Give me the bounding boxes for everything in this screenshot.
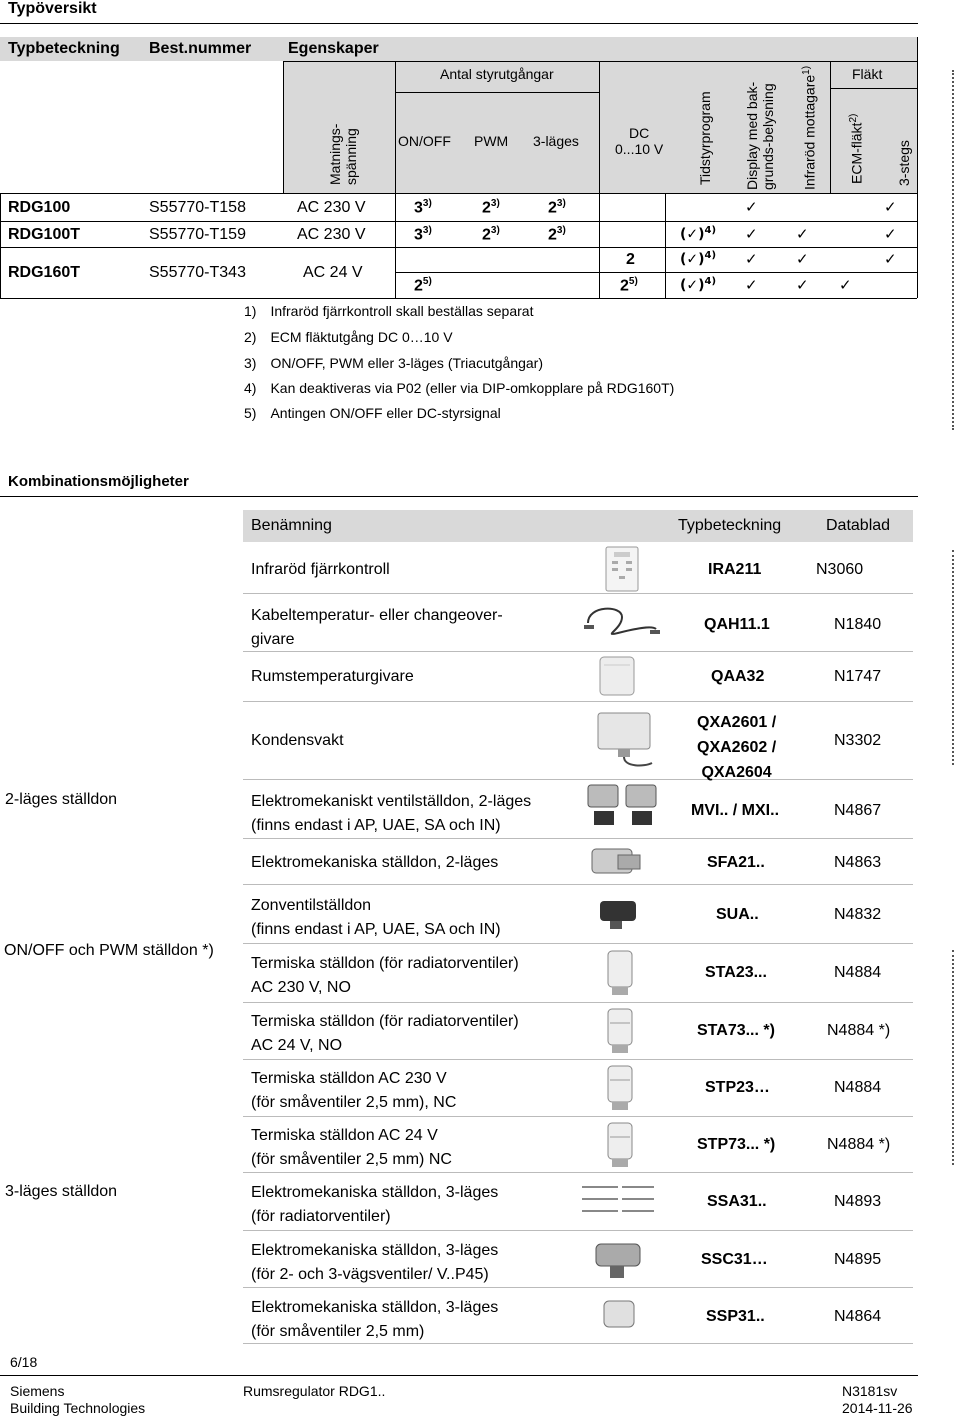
ssp-actuator-image (600, 1295, 640, 1335)
check-icon: ✓ (796, 276, 809, 294)
footer-company: Siemens (10, 1383, 65, 1399)
header-onoff: ON/OFF (398, 133, 451, 149)
margin-dotted-line (952, 70, 954, 430)
thermal-actuator-image (602, 1005, 638, 1057)
header-band (0, 37, 917, 61)
check-icon: ✓ (745, 198, 758, 216)
footnote: 2) ECM fläktutgång DC 0…10 V (244, 329, 453, 345)
cable-sensor-image (582, 603, 662, 643)
header-ir: Infraröd mottagare$^{1)}$ (801, 65, 818, 190)
header-order: Best.nummer (149, 40, 252, 57)
valve-actuator-image (584, 781, 664, 833)
thermal-actuator-image (602, 1062, 638, 1114)
footer-doc-id: N3181sv (842, 1383, 898, 1399)
footer-rule (0, 1375, 918, 1376)
footnote: 4) Kan deaktiveras via P02 (eller via DIP-omkopplare på RDG160T) (244, 380, 675, 396)
header-dc: DC 0...10 V (615, 125, 664, 157)
thermal-actuator-image (602, 947, 638, 999)
footnote: 3) ON/OFF, PWM eller 3-läges (Triacutgångar) (244, 355, 543, 371)
header-datasheet: Datablad (826, 517, 891, 534)
header-voltage: Matnings- spänning (327, 123, 359, 185)
header-name: Benämning (251, 517, 332, 534)
combinations-header (243, 510, 913, 542)
group-label: 2-läges ställdon (5, 791, 118, 808)
header-ecm: ECM-fläkt$^{2)}$ (848, 113, 865, 184)
check-icon: ✓ (745, 276, 758, 294)
combinations-title: Kombinationsmöjligheter (8, 473, 189, 490)
header-stage3: 3-stegs (896, 140, 912, 186)
header-fan: Fläkt (852, 66, 883, 82)
check-icon: ✓ (796, 225, 809, 243)
remote-control-image (604, 546, 640, 592)
header-three: 3-läges (533, 133, 579, 149)
footer-doc-title: Rumsregulator RDG1.. (243, 1383, 386, 1399)
header-band-props (283, 61, 917, 193)
header-type: Typbeteckning (8, 40, 120, 57)
footnote: 5) Antingen ON/OFF eller DC-styrsignal (244, 405, 501, 421)
header-pwm: PWM (474, 133, 509, 149)
section-rule (0, 496, 918, 497)
ssc-actuator-image (592, 1236, 656, 1284)
header-typecode: Typbeteckning (678, 517, 782, 534)
footnote: 1) Infraröd fjärrkontroll skall beställas separat (244, 303, 534, 319)
header-outputs: Antal styrutgångar (440, 66, 554, 82)
group-label: 3-läges ställdon (5, 1183, 118, 1200)
check-icon: ✓ (796, 250, 809, 268)
header-props: Egenskaper (288, 40, 379, 57)
check-icon: ✓ (884, 250, 897, 268)
footer-division: Building Technologies (10, 1400, 146, 1416)
condensation-monitor-image (594, 709, 658, 771)
check-icon: ✓ (884, 225, 897, 243)
footer-date: 2014-11-26 (842, 1400, 913, 1416)
check-icon: ✓ (839, 276, 852, 294)
header-schedule: Tidstyrprogram (697, 91, 713, 185)
header-display: Display med bak- grunds-belysning (744, 81, 776, 190)
title-rule (0, 23, 918, 24)
check-icon: ✓ (745, 250, 758, 268)
page-title: Typöversikt (8, 0, 97, 17)
check-icon: ✓ (745, 225, 758, 243)
sfa-actuator-image (588, 843, 648, 883)
ssa-actuator-image (578, 1181, 658, 1221)
thermal-actuator-image (602, 1119, 638, 1171)
check-icon: ✓ (884, 198, 897, 216)
zone-valve-image (596, 893, 644, 933)
group-label: ON/OFF och PWM ställdon *) (4, 942, 214, 959)
room-sensor-image (598, 655, 638, 697)
page-number: 6/18 (10, 1354, 38, 1370)
